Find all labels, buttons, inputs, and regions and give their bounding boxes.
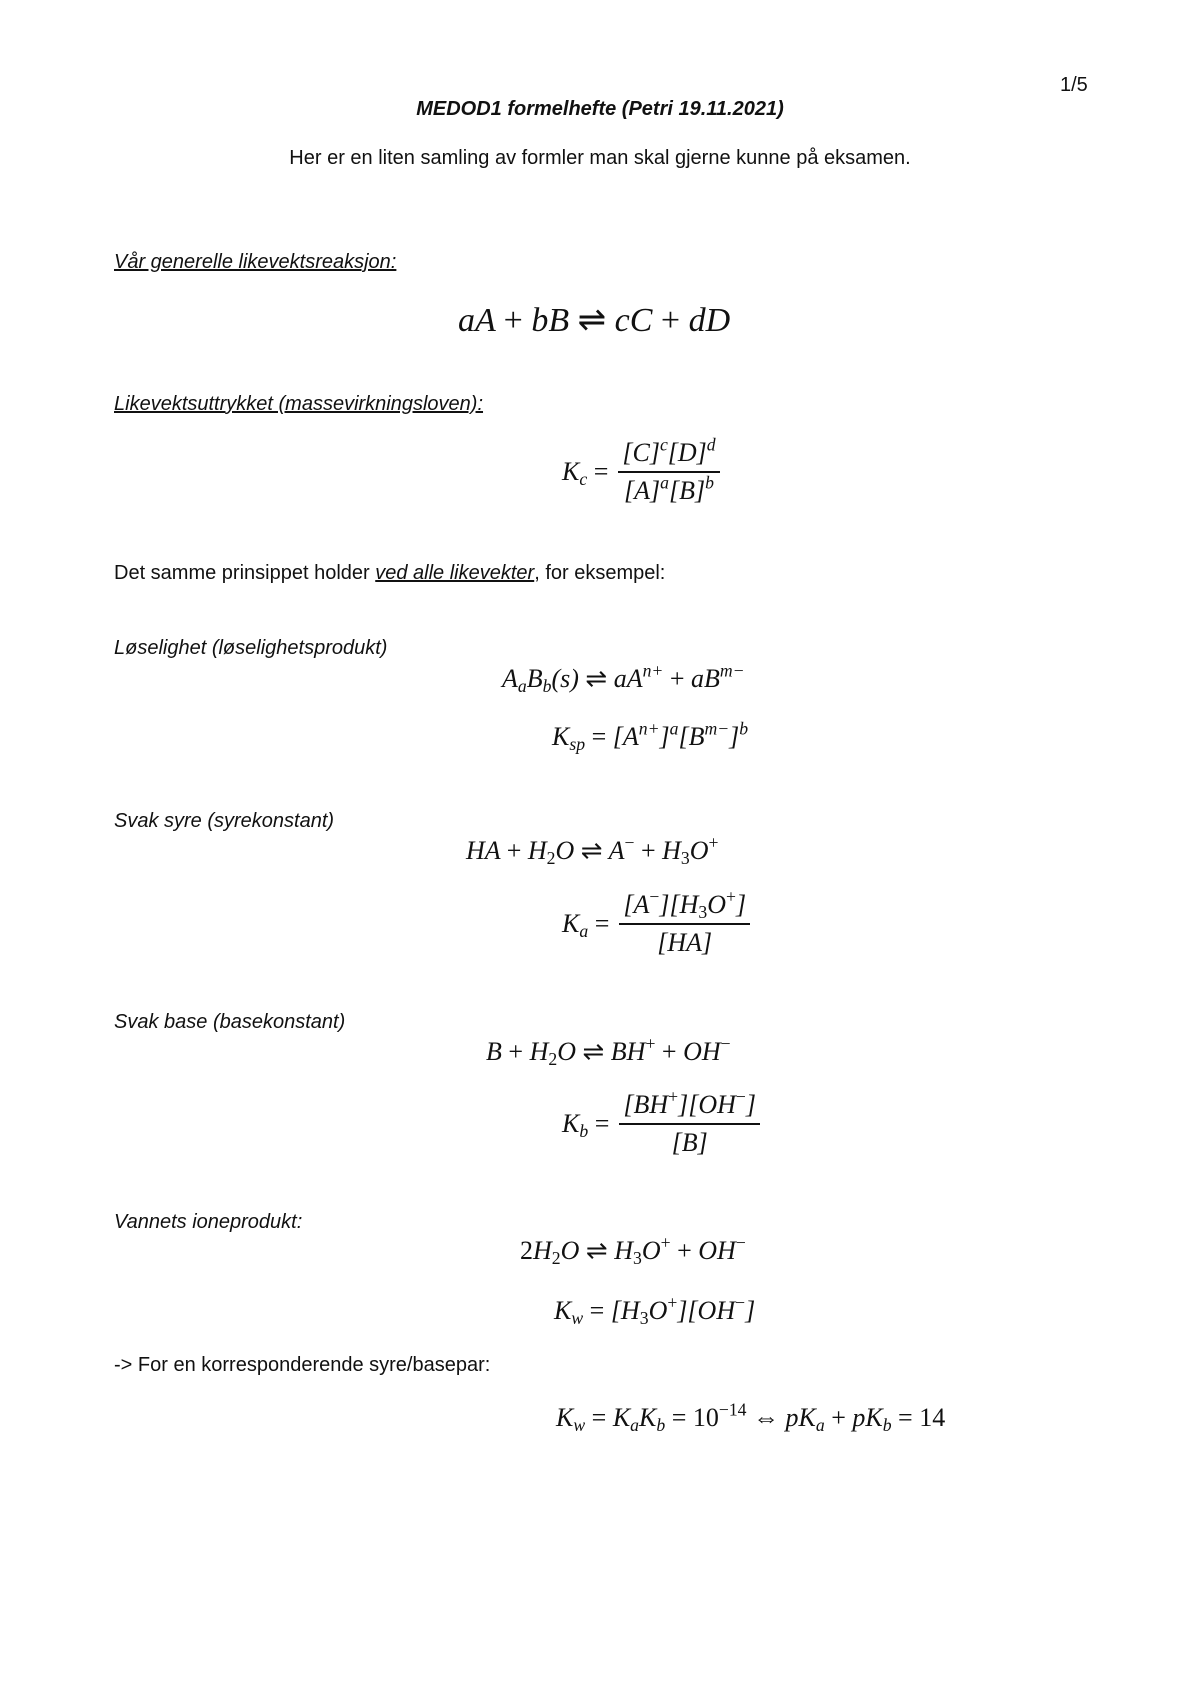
kc-expression: $K_c$ = $\frac{[C]^c[D]^d}{[A]^a[B]^b}$	[562, 438, 720, 506]
weak-base-reaction: $B + H_2O$ ⇌ BH+ + OH−	[486, 1033, 731, 1069]
principle-emphasis: ved alle likevekter	[375, 562, 535, 584]
conjugate-pair-note: -> For en korresponderende syre/basepar:	[114, 1354, 491, 1376]
weak-base-label: Svak base (basekonstant)	[114, 1011, 346, 1033]
kb-expression: $K_b$ = $\frac{[BH^+][OH^-]}{[B]}$	[562, 1090, 760, 1158]
ksp-expression: $K_{sp} = [A^{n+}]^a[B^{m-}]^b$	[552, 718, 749, 754]
document-title: MEDOD1 formelhefte (Petri 19.11.2021)	[416, 98, 784, 120]
weak-acid-label: Svak syre (syrekonstant)	[114, 810, 335, 832]
weak-acid-reaction: HA + $H_2O$ ⇌ $A^- + H_3O^+$	[466, 832, 719, 868]
general-reaction-equation: aA + bB ⇌ cC + dD	[458, 302, 731, 339]
kw-expression: $K_w = [H_3O^+][OH^-]$	[554, 1292, 756, 1328]
solubility-reaction: $A_aB_b(s)$ ⇌ $aA^{n+} + aB^{m-}$	[502, 660, 745, 696]
general-reaction-heading: Vår generelle likevektsreaksjon:	[114, 251, 397, 273]
mass-action-heading: Likevektsuttrykket (massevirkningsloven):	[114, 393, 484, 415]
conjugate-pair-relation: $K_w = K_aK_b = 10^{-14}$ ⇔ $pK_a + pK_b = 14$	[556, 1399, 946, 1435]
water-autoionization-reaction: $2H_2O$ ⇌ $H_3O^+ + OH^-$	[520, 1232, 746, 1268]
water-ion-product-label: Vannets ioneprodukt:	[114, 1211, 303, 1233]
page-number: 1/5	[1060, 74, 1088, 96]
principle-text: Det samme prinsippet holder ved alle likevekter, for eksempel:	[114, 562, 666, 584]
ka-expression: $K_a$ = $\frac{[A^-][H_3O^+]}{[HA]}$	[562, 890, 750, 958]
intro-text: Her er en liten samling av formler man skal gjerne kunne på eksamen.	[289, 147, 911, 169]
solubility-label: Løselighet (løselighetsprodukt)	[114, 637, 388, 659]
